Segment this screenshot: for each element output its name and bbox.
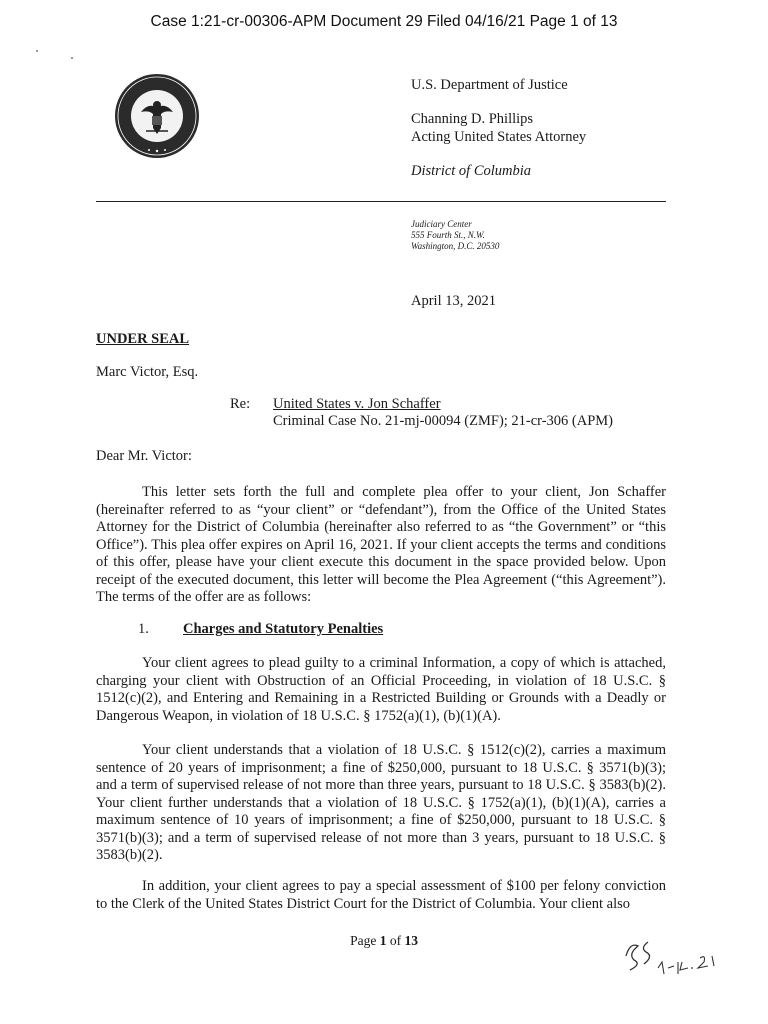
scan-speck [71,57,73,59]
doj-seal-icon [113,72,201,160]
office-address [411,219,499,252]
section-paragraph-assessment: In addition, your client agrees to pay a special assessment of $100 per felony conviction to the Clerk of the United States District Court for the District of Columbia. Your client also [96,878,666,912]
handwritten-initials-signature [618,934,738,992]
case-number: Criminal Case No. 21-mj-00094 (ZMF); 21-cr-306 (APM) [273,413,614,429]
case-header: Case 1:21-cr-00306-APM Document 29 Filed 04/16/21 Page 1 of 13 [150,13,618,30]
attorney-title: Acting United States Attorney [411,129,587,145]
case-title: United States v. Jon Schaffer [273,396,441,412]
district-name: District of Columbia [411,163,532,179]
department-name: U.S. Department of Justice [411,77,568,93]
recipient: Marc Victor, Esq. [96,364,199,380]
page-prefix: Page [350,933,380,948]
salutation: Dear Mr. Victor: [96,448,192,464]
letterhead-divider [96,201,666,202]
under-seal-heading: UNDER SEAL [96,331,190,347]
address-line: Washington, D.C. 20530 [411,241,500,251]
page-number: 1 [379,933,387,948]
section-paragraph-charges: Your client agrees to plead guilty to a criminal Information, a copy of which is attached, charging your client with Obstruction of an Official Proceeding, in violation of 18 U.S.C. § 1512(c)(2), and Entering and Remaining in a Restricted Building or Grounds with a Deadly or Dangerous Weapon, in violation of 18 U.S.C. § 1752(a)(1), (b)(1)(A). [96,655,666,724]
section-paragraph-penalties: Your client understands that a violation of 18 U.S.C. § 1512(c)(2), carries a maximum sentence of 20 years of imprisonment; a fine of $250,000, pursuant to 18 U.S.C. § 3571(b)(3); and a term of supervised release of not more than three years, pursuant to 18 U.S.C. § 3583(b)(2). Your client further understands that a violation of 18 U.S.C. § 1752(a)(1), (b)(1)(A), carries a maximum sentence of 10 years of imprisonment; a fine of $250,000, pursuant to 18 U.S.C. § 3571(b)(3); and a term of supervised release of not more than 3 years, pursuant to 18 U.S.C. § 3583(b)(2). [96,742,666,863]
re-label: Re: [230,396,251,412]
page-total: 13 [404,933,418,948]
address-line: Judiciary Center [411,219,472,229]
scan-speck [36,50,38,52]
section-title: Charges and Statutory Penalties [183,621,384,637]
letter-date: April 13, 2021 [411,293,496,309]
attorney-name: Channing D. Phillips [411,111,534,127]
section-number: 1. [138,621,149,637]
page-mid: of [386,933,405,948]
address-line: 555 Fourth St., N.W. [411,230,485,240]
intro-paragraph: This letter sets forth the full and complete plea offer to your client, Jon Schaffer (hereinafter referred to as “your client” or “defendant”), from the Office of the United States Attorney for the District of Columbia (hereinafter also referred to as “the Government” or “this Office”). This plea offer expires on April 16, 2021. If your client accepts the terms and conditions of this offer, please have your client execute this document in the space provided below. Upon receipt of the executed document, this letter will become the Plea Agreement (“this Agreement”). The terms of the offer are as follows: [96,484,666,605]
